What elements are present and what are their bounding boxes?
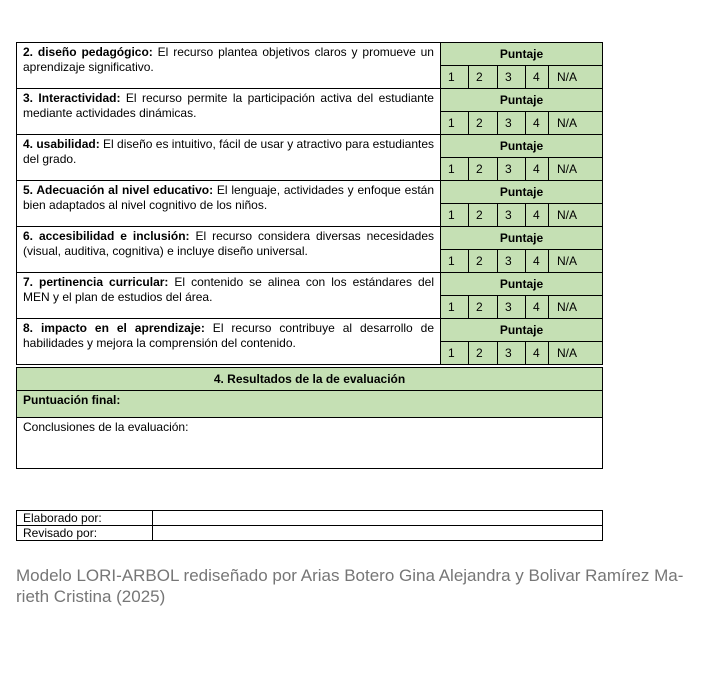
- criterion-text: El contenido se alinea con los estándares del MEN y el plan de estudios del área.: [23, 275, 434, 304]
- criterion-title: 2. diseño pedagógico:: [23, 45, 153, 59]
- conclusions-row: [17, 418, 603, 469]
- score-option-na[interactable]: N/A: [549, 112, 603, 135]
- prepared-by-row: [17, 511, 603, 526]
- score-option-na[interactable]: N/A: [549, 204, 603, 227]
- criterion-description: [17, 43, 441, 89]
- score-option-2[interactable]: 2: [469, 158, 498, 181]
- criterion-row: [17, 273, 603, 296]
- score-header: Puntaje: [441, 273, 603, 296]
- results-title-row: [17, 368, 603, 391]
- criterion-description: [17, 135, 441, 181]
- score-option-3[interactable]: 3: [498, 158, 526, 181]
- score-option-2[interactable]: 2: [469, 204, 498, 227]
- results-section: [17, 365, 603, 469]
- score-header: Puntaje: [441, 319, 603, 342]
- prepared-by-label: Elaborado por:: [17, 511, 153, 526]
- score-option-2[interactable]: 2: [469, 342, 498, 365]
- criterion-description: [17, 273, 441, 319]
- score-option-3[interactable]: 3: [498, 112, 526, 135]
- criterion-row: [17, 89, 603, 112]
- score-header: Puntaje: [441, 43, 603, 66]
- criterion-row: [17, 135, 603, 158]
- conclusions-field[interactable]: Conclusiones de la evaluación:: [17, 418, 603, 469]
- score-option-2[interactable]: 2: [469, 112, 498, 135]
- score-option-4[interactable]: 4: [526, 296, 549, 319]
- score-option-2[interactable]: 2: [469, 250, 498, 273]
- score-option-3[interactable]: 3: [498, 66, 526, 89]
- score-option-1[interactable]: 1: [441, 250, 469, 273]
- signoff-table: [16, 510, 603, 541]
- criterion-title: 6. accesibilidad e inclusión:: [23, 229, 190, 243]
- score-option-4[interactable]: 4: [526, 342, 549, 365]
- score-option-4[interactable]: 4: [526, 112, 549, 135]
- reviewed-by-row: [17, 526, 603, 541]
- criterion-title: 8. impacto en el aprendizaje:: [23, 321, 205, 335]
- score-header: Puntaje: [441, 89, 603, 112]
- score-option-1[interactable]: 1: [441, 296, 469, 319]
- figure-caption: Modelo LORI-ARBOL rediseñado por Arias Botero Gina Alejandra y Bolivar Ramírez Ma-rieth Cristina (2025): [16, 566, 684, 606]
- score-option-3[interactable]: 3: [498, 296, 526, 319]
- final-score-row: [17, 391, 603, 418]
- criterion-text: El lenguaje, actividades y enfoque están bien adaptados al nivel cognitivo de los niños.: [23, 183, 434, 212]
- score-option-1[interactable]: 1: [441, 112, 469, 135]
- rubric-body: [17, 43, 603, 365]
- criterion-row: [17, 43, 603, 66]
- criterion-text: El recurso considera diversas necesidades (visual, auditiva, cognitiva) e incluye diseño universal.: [23, 229, 434, 258]
- criterion-description: [17, 181, 441, 227]
- criterion-row: [17, 227, 603, 250]
- score-option-4[interactable]: 4: [526, 158, 549, 181]
- score-header: Puntaje: [441, 227, 603, 250]
- results-title: 4. Resultados de la de evaluación: [17, 368, 603, 391]
- score-option-na[interactable]: N/A: [549, 250, 603, 273]
- score-option-3[interactable]: 3: [498, 342, 526, 365]
- rubric-table: [16, 42, 603, 469]
- score-option-3[interactable]: 3: [498, 204, 526, 227]
- score-option-1[interactable]: 1: [441, 342, 469, 365]
- criterion-text: El diseño es intuitivo, fácil de usar y atractivo para estudiantes del grado.: [23, 137, 434, 166]
- score-option-na[interactable]: N/A: [549, 66, 603, 89]
- score-option-1[interactable]: 1: [441, 204, 469, 227]
- reviewed-by-label: Revisado por:: [17, 526, 153, 541]
- criterion-row: [17, 319, 603, 342]
- criterion-title: 4. usabilidad:: [23, 137, 100, 151]
- criterion-text: El recurso permite la participación activa del estudiante mediante actividades dinámicas.: [23, 91, 434, 120]
- score-option-2[interactable]: 2: [469, 296, 498, 319]
- score-option-4[interactable]: 4: [526, 204, 549, 227]
- criterion-title: 3. Interactividad:: [23, 91, 121, 105]
- evaluation-sheet: [16, 42, 602, 469]
- criterion-description: [17, 227, 441, 273]
- criterion-description: [17, 89, 441, 135]
- criterion-title: 5. Adecuación al nivel educativo:: [23, 183, 214, 197]
- score-header: Puntaje: [441, 135, 603, 158]
- score-header: Puntaje: [441, 181, 603, 204]
- score-option-na[interactable]: N/A: [549, 296, 603, 319]
- reviewed-by-field[interactable]: [153, 526, 603, 541]
- prepared-by-field[interactable]: [153, 511, 603, 526]
- criterion-text: El recurso contribuye al desarrollo de habilidades y mejora la comprensión del contenido.: [23, 321, 434, 350]
- score-option-1[interactable]: 1: [441, 66, 469, 89]
- score-option-1[interactable]: 1: [441, 158, 469, 181]
- score-option-4[interactable]: 4: [526, 250, 549, 273]
- score-option-na[interactable]: N/A: [549, 158, 603, 181]
- score-option-na[interactable]: N/A: [549, 342, 603, 365]
- criterion-text: El recurso plantea objetivos claros y promueve un aprendizaje significativo.: [23, 45, 434, 74]
- criterion-row: [17, 181, 603, 204]
- score-option-3[interactable]: 3: [498, 250, 526, 273]
- final-score-field[interactable]: Puntuación final:: [17, 391, 603, 418]
- score-option-2[interactable]: 2: [469, 66, 498, 89]
- criterion-title: 7. pertinencia curricular:: [23, 275, 169, 289]
- criterion-description: [17, 319, 441, 365]
- score-option-4[interactable]: 4: [526, 66, 549, 89]
